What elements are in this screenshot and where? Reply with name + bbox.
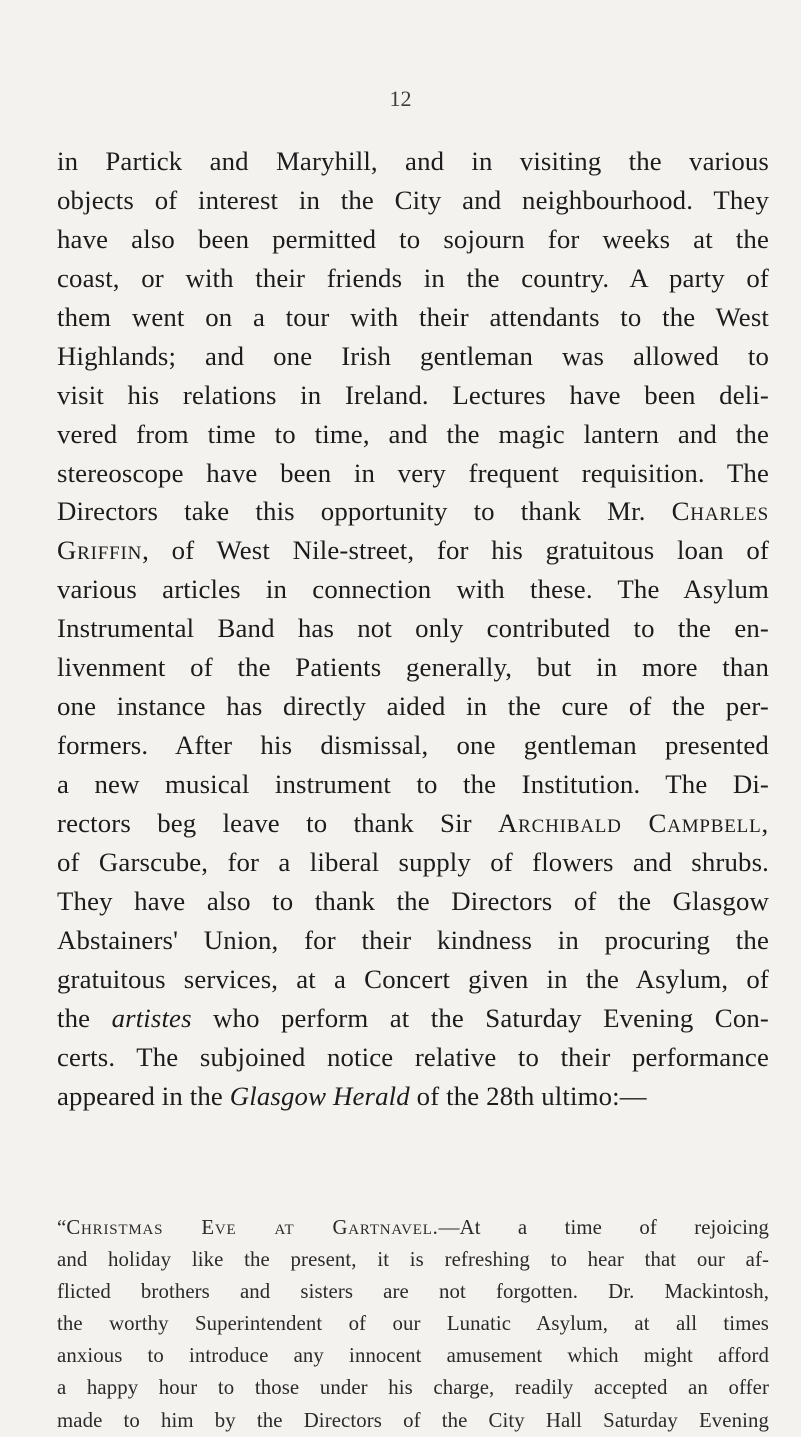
- text-line: They have also to thank the Directors of the Glasgow: [57, 885, 769, 916]
- quote-line: anxious to introduce any innocent amusement which might afford: [57, 1344, 769, 1368]
- italic-artistes: artistes: [111, 1002, 192, 1033]
- text-segment: the: [57, 1002, 112, 1033]
- text-line: a new musical instrument to the Institution. The Di-: [57, 769, 769, 799]
- text-line: formers. After his dismissal, one gentleman presented: [57, 730, 769, 761]
- text-line: [57, 531, 769, 570]
- text-line: certs. The subjoined notice relative to their performance: [57, 1041, 769, 1072]
- text-line: [57, 999, 769, 1038]
- text-segment: of the 28th ultimo:—: [409, 1080, 647, 1111]
- text-line: [57, 492, 769, 531]
- quote-line: and holiday like the present, it is refreshing to hear that our af-: [57, 1248, 769, 1272]
- text-line: various articles in connection with these. The Asylum: [57, 574, 769, 605]
- quoted-notice: [57, 1212, 769, 1437]
- text-line: [57, 1077, 769, 1116]
- text-line: gratuitous services, at a Concert given in the Asylum, of: [57, 963, 769, 994]
- quote-line: flicted brothers and sisters are not forgotten. Dr. Mackintosh,: [57, 1280, 769, 1304]
- quote-line: made to him by the Directors of the City Hall Saturday Evening: [57, 1408, 769, 1432]
- text-line: stereoscope have been in very frequent requisition. The: [57, 457, 769, 488]
- text-line: visit his relations in Ireland. Lectures have been deli-: [57, 379, 769, 410]
- quote-line: [57, 1212, 769, 1244]
- text-line: them went on a tour with their attendants to the West: [57, 301, 769, 332]
- text-line: of Garscube, for a liberal supply of flowers and shrubs.: [57, 846, 769, 877]
- text-line: coast, or with their friends in the country. A party of: [57, 262, 769, 293]
- text-segment: rectors beg leave to thank Sir: [57, 807, 498, 838]
- text-line: livenment of the Patients generally, but in more than: [57, 652, 769, 683]
- quote-line: the worthy Superintendent of our Lunatic Asylum, at all times: [57, 1312, 769, 1336]
- text-line: Abstainers' Union, for their kindness in procuring the: [57, 924, 769, 955]
- text-segment: —At a time of rejoicing: [438, 1216, 770, 1239]
- text-segment: appeared in the: [57, 1080, 230, 1111]
- page-number: 12: [389, 86, 412, 111]
- name-archibald-campbell: Archibald Campbell,: [497, 807, 769, 838]
- text-line: one instance has directly aided in the cure of the per-: [57, 691, 769, 722]
- text-line: have also been permitted to sojourn for weeks at the: [57, 223, 769, 254]
- italic-glasgow-herald: Glasgow Herald: [229, 1080, 410, 1111]
- name-griffin: Griffin: [57, 535, 143, 566]
- main-paragraph: [57, 142, 769, 1115]
- notice-title: Christmas Eve at Gartnavel.: [66, 1216, 439, 1239]
- name-charles: Charles: [671, 496, 769, 527]
- text-segment: , of West Nile-street, for his gratuitous loan of: [142, 535, 769, 566]
- text-line: [57, 804, 769, 843]
- text-segment: who perform at the Saturday Evening Con-: [191, 1002, 769, 1033]
- text-line: objects of interest in the City and neighbourhood. They: [57, 184, 769, 215]
- text-line: Highlands; and one Irish gentleman was allowed to: [57, 340, 769, 371]
- text-segment: Directors take this opportunity to thank Mr.: [57, 496, 672, 527]
- text-line: in Partick and Maryhill, and in visiting the various: [57, 146, 769, 176]
- text-line: vered from time to time, and the magic lantern and the: [57, 418, 769, 449]
- quote-line: a happy hour to those under his charge, readily accepted an offer: [57, 1376, 769, 1400]
- text-line: Instrumental Band has not only contributed to the en-: [57, 613, 769, 644]
- quote-mark: “: [57, 1216, 67, 1239]
